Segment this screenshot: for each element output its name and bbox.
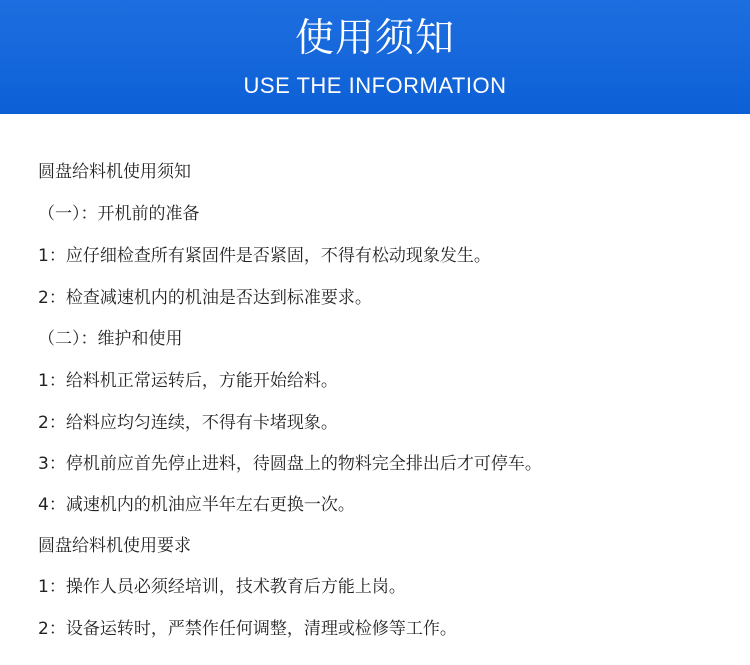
subsection-heading: （一）：开机前的准备 [38, 204, 200, 224]
list-item: 4：减速机内的机油应半年左右更换一次。 [38, 495, 355, 515]
subsection-heading: （二）：维护和使用 [38, 329, 183, 349]
section-heading: 圆盘给料机使用要求 [38, 536, 191, 556]
list-item: 1：给料机正常运转后，方能开始给料。 [38, 371, 338, 391]
list-item: 2：设备运转时，严禁作任何调整，清理或检修等工作。 [38, 619, 457, 639]
list-item: 1：操作人员必须经培训，技术教育后方能上岗。 [38, 577, 406, 597]
header-banner [0, 0, 750, 114]
page-title: 使用须知 [294, 16, 455, 61]
page-subtitle: USE THE INFORMATION [243, 73, 507, 98]
list-item: 2：给料应均匀连续，不得有卡堵现象。 [38, 413, 338, 433]
list-item: 1：应仔细检查所有紧固件是否紧固，不得有松动现象发生。 [38, 246, 491, 266]
section-heading: 圆盘给料机使用须知 [38, 162, 191, 182]
list-item: 3：停机前应首先停止进料，待圆盘上的物料完全排出后才可停车。 [38, 454, 542, 474]
list-item: 2：检查减速机内的机油是否达到标准要求。 [38, 288, 372, 308]
